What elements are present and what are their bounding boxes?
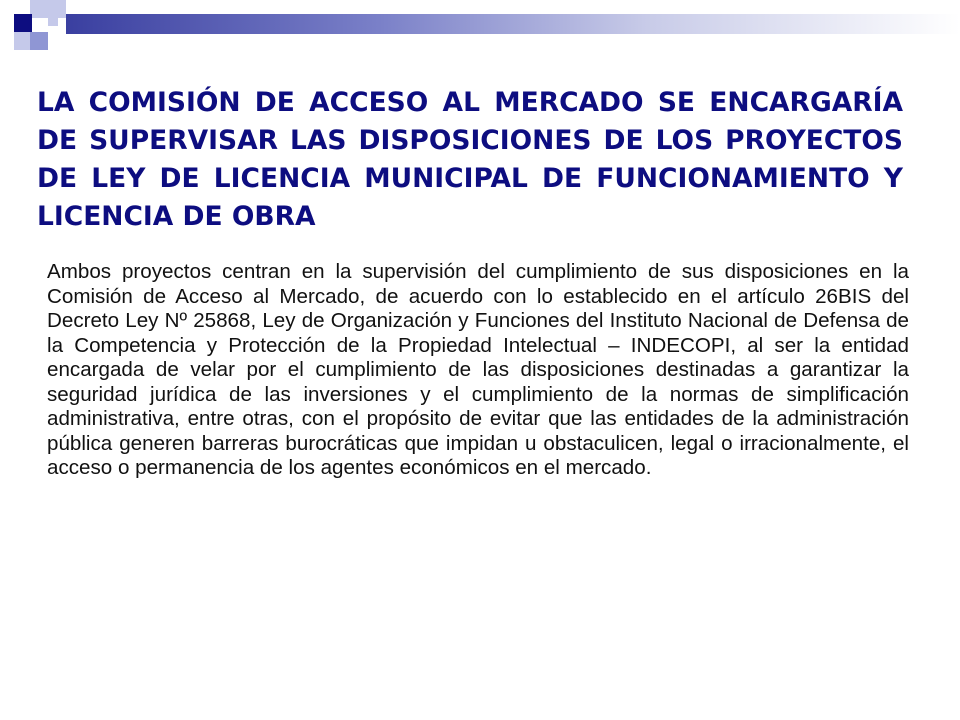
slide-title: LA COMISIÓN DE ACCESO AL MERCADO SE ENCARGARÍA DE SUPERVISAR LAS DISPOSICIONES DE LOS PROYECTOS DE LEY DE LICENCIA MUNICIPAL DE FUNCIONAMIENTO Y LICENCIA DE OBRA <box>37 87 903 232</box>
decorative-gradient-bar <box>66 14 960 34</box>
slide-body-text: Ambos proyectos centran en la supervisión del cumplimiento de sus disposiciones en la Comisión de Acceso al Mercado, de acuerdo con lo establecido en el artículo 26BIS del Decreto Ley Nº 25868, Ley de Organización y Funciones del Instituto Nacional de Defensa de la Competencia y Protección de la Propiedad Intelectual – INDECOPI, al ser la entidad encargada de velar por el cumplimiento de las disposiciones destinadas a garantizar la seguridad jurídica de las inversiones y el cumplimiento de la normas de simplificación administrativa, entre otras, con el propósito de evitar que las entidades de la administración pública generen barreras burocráticas que impidan u obstaculicen, legal o irracionalmente, el acceso o permanencia de los agentes económicos en el mercado. <box>47 260 909 479</box>
decorative-square <box>14 14 32 32</box>
decorative-square <box>30 0 48 18</box>
decorative-header <box>0 0 960 60</box>
decorative-square <box>30 32 48 50</box>
decorative-square <box>48 16 58 26</box>
